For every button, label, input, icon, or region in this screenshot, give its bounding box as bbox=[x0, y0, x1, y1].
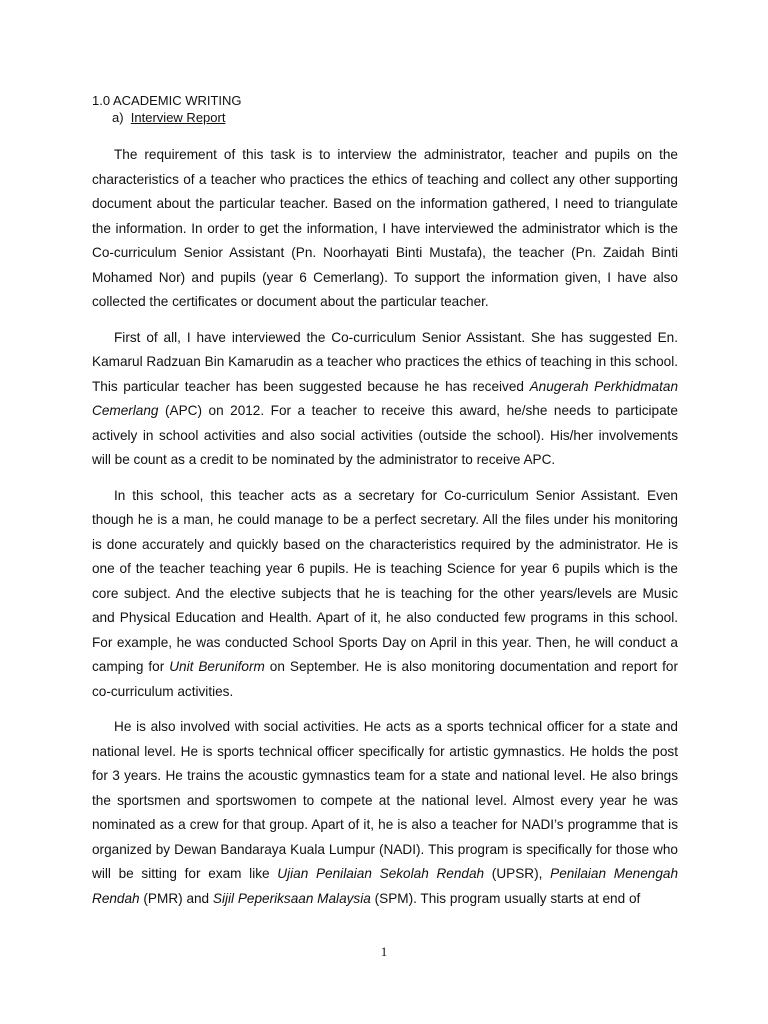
italic-term: Sijil Peperiksaan Malaysia bbox=[212, 890, 371, 906]
text-run: (UPSR), bbox=[484, 866, 551, 881]
body-paragraph bbox=[92, 143, 678, 315]
text-run: The requirement of this task is to interview the administrator, teacher and pupils on the characteristics of a teacher who practices the ethics of teaching and collect any other supporting document about the particular teacher. Based on the information gathered, I need to triangulate the information. In order to get the information, I have interviewed the administrator which is the Co-curriculum Senior Assistant (Pn. Noorhayati Binti Mustafa), the teacher (Pn. Zaidah Binti Mohamed Nor) and pupils (year 6 Cemerlang). To support the information given, I have also collected the certificates or document about the particular teacher. bbox=[92, 147, 678, 309]
text-run: (APC) on 2012. For a teacher to receive this award, he/she needs to participate actively in school activities and also social activities (outside the school). His/her involvements will be count as a credit to be nominated by the administrator to receive APC. bbox=[92, 403, 678, 467]
italic-term: Ujian Penilaian Sekolah Rendah bbox=[277, 866, 485, 881]
subsection-label: Interview Report bbox=[130, 110, 226, 125]
section-heading: 1.0 ACADEMIC WRITING bbox=[92, 93, 242, 108]
italic-term: Anugerah Perkhidmatan Cemerlang bbox=[92, 378, 678, 418]
text-run: In this school, this teacher acts as a secretary for Co-curriculum Senior Assistant. Even though he is a man, he could manage to be a perfect secretary. All the files under his monitoring is done accurately and quickly based on the characteristics required by the administrator. He is one of the teacher teaching year 6 pupils. He is teaching Science for year 6 pupils which is the core subject. And the elective subjects that he is teaching for the other years/levels are Music and Physical Education and Health. Apart of it, he also conducted few programs in this school. For example, he was conducted School Sports Day on April in this year. Then, he will conduct a camping for bbox=[92, 487, 678, 674]
text-run: He is also involved with social activities. He acts as a sports technical officer for a state and national level. He is sports technical officer specifically for artistic gymnastics. He holds the post for 3 years. He trains the acoustic gymnastics team for a state and national level. He also brings the sportsmen and sportswomen to compete at the national level. Almost every year he was nominated as a crew for that group. Apart of it, he is also a teacher for NADI’s programme that is organized by Dewan Bandaraya Kuala Lumpur (NADI). This program is specifically for those who will be sitting for exam like bbox=[92, 719, 678, 881]
body-paragraph bbox=[92, 484, 678, 705]
report-body bbox=[92, 143, 678, 922]
text-run: First of all, I have interviewed the Co-curriculum Senior Assistant. She has suggested En. Kamarul Radzuan Bin Kamarudin as a teacher who practices the ethics of teaching in this school. This particular teacher has been suggested because he has received bbox=[92, 329, 678, 394]
text-run: on September. He is also monitoring documentation and report for co-curriculum activities. bbox=[92, 659, 678, 699]
text-run: (SPM). This program usually starts at end of bbox=[370, 890, 641, 906]
body-paragraph bbox=[92, 326, 678, 473]
body-paragraph bbox=[92, 715, 678, 911]
text-run: (PMR) and bbox=[139, 890, 213, 906]
italic-term: Penilaian Menengah Rendah bbox=[92, 866, 679, 906]
subsection-marker: a) bbox=[112, 110, 124, 125]
page-number: 1 bbox=[380, 944, 388, 959]
subsection-heading bbox=[112, 110, 225, 126]
italic-term: Unit Beruniform bbox=[169, 659, 265, 674]
